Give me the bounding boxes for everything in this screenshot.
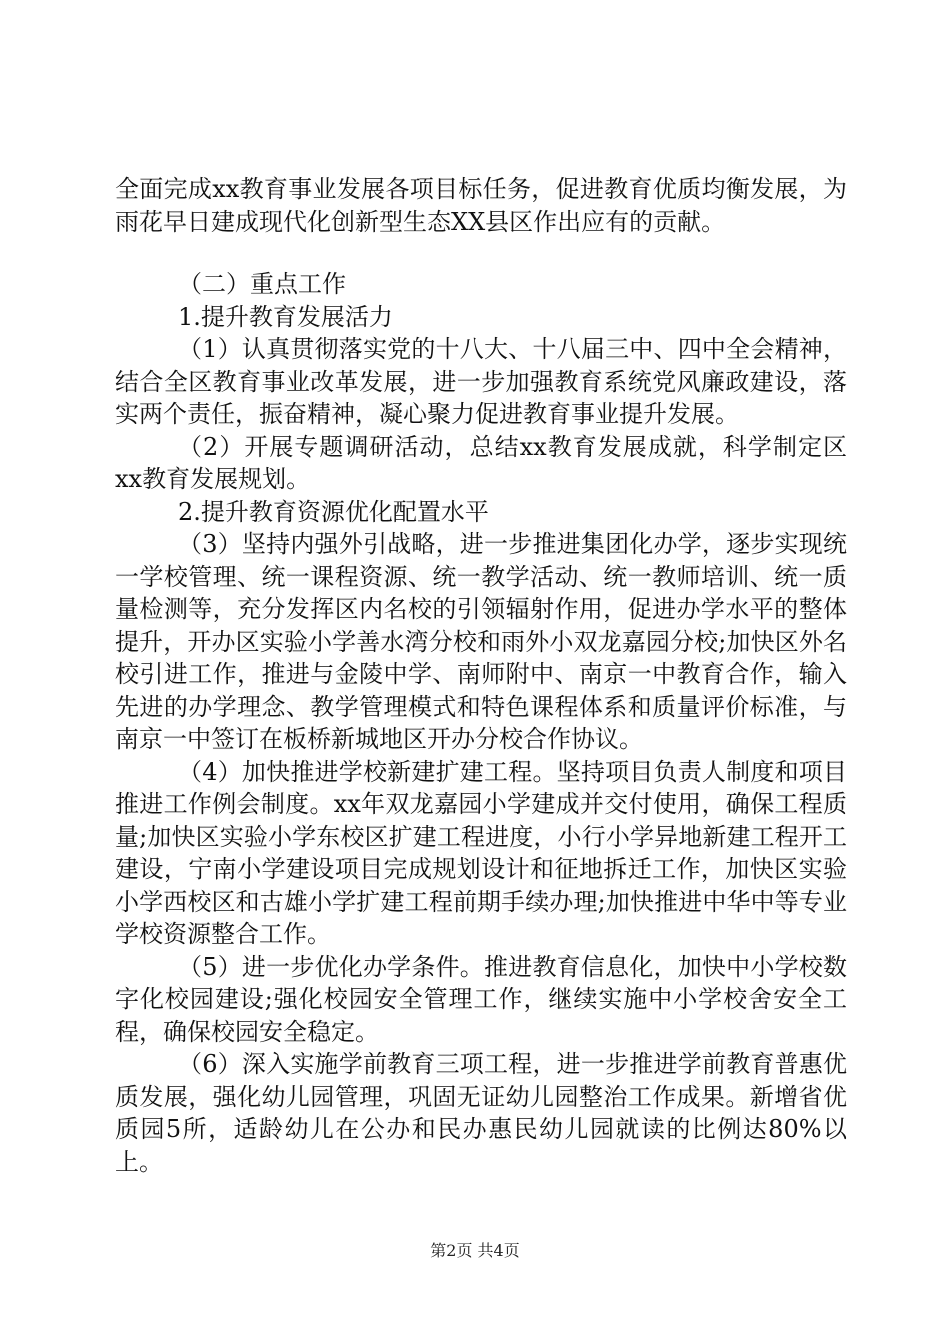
paragraph-item-4: （4）加快推进学校新建扩建工程。坚持项目负责人制度和项目推进工作例会制度。xx年双龙嘉园小学建成并交付使用，确保工程质量;加快区实验小学东校区扩建工程进度，小行小学异地新建工程开工建设，宁南小学建设项目完成规划设计和征地拆迁工作，加快区实验小学西校区和古雄小学扩建工程前期手续办理;加快推进中华中等专业学校资源整合工作。 <box>115 757 847 948</box>
paragraph-item-6: （6）深入实施学前教育三项工程，进一步推进学前教育普惠优质发展，强化幼儿园管理，巩固无证幼儿园整治工作成果。新增省优质园5所，适龄幼儿在公办和民办惠民幼儿园就读的比例达80%以上。 <box>115 1050 847 1176</box>
page-number-footer: 第2页 共4页 <box>430 1241 520 1260</box>
section-heading-key-work: （二）重点工作 <box>178 270 346 298</box>
paragraph-item-5: （5）进一步优化办学条件。推进教育信息化，加快中小学校数字化校园建设;强化校园安全管理工作，继续实施中小学校舍安全工程，确保校园安全稳定。 <box>115 952 847 1046</box>
subheading-2: 2.提升教育资源优化配置水平 <box>178 497 489 526</box>
paragraph-item-3: （3）坚持内强外引战略，进一步推进集团化办学，逐步实现统一学校管理、统一课程资源、统一教学活动、统一教师培训、统一质量检测等，充分发挥区内名校的引领辐射作用，促进办学水平的整体提升，开办区实验小学善水湾分校和雨外小双龙嘉园分校;加快区外名校引进工作，推进与金陵中学、南师附中、南京一中教育合作，输入先进的办学理念、教学管理模式和特色课程体系和质量评价标准，与南京一中签订在板桥新城地区开办分校合作协议。 <box>115 530 847 753</box>
paragraph-intro: 全面完成xx教育事业发展各项目标任务，促进教育优质均衡发展，为雨花早日建成现代化创新型生态XX县区作出应有的贡献。 <box>115 175 847 236</box>
document-body <box>115 173 847 1178</box>
subheading-1: 1.提升教育发展活力 <box>178 302 393 331</box>
paragraph-item-2: （2）开展专题调研活动，总结xx教育发展成就，科学制定区xx教育发展规划。 <box>115 432 847 493</box>
paragraph-item-1: （1）认真贯彻落实党的十八大、十八届三中、四中全会精神，结合全区教育事业改革发展，进一步加强教育系统党风廉政建设，落实两个责任，振奋精神，凝心聚力促进教育事业提升发展。 <box>115 335 847 428</box>
